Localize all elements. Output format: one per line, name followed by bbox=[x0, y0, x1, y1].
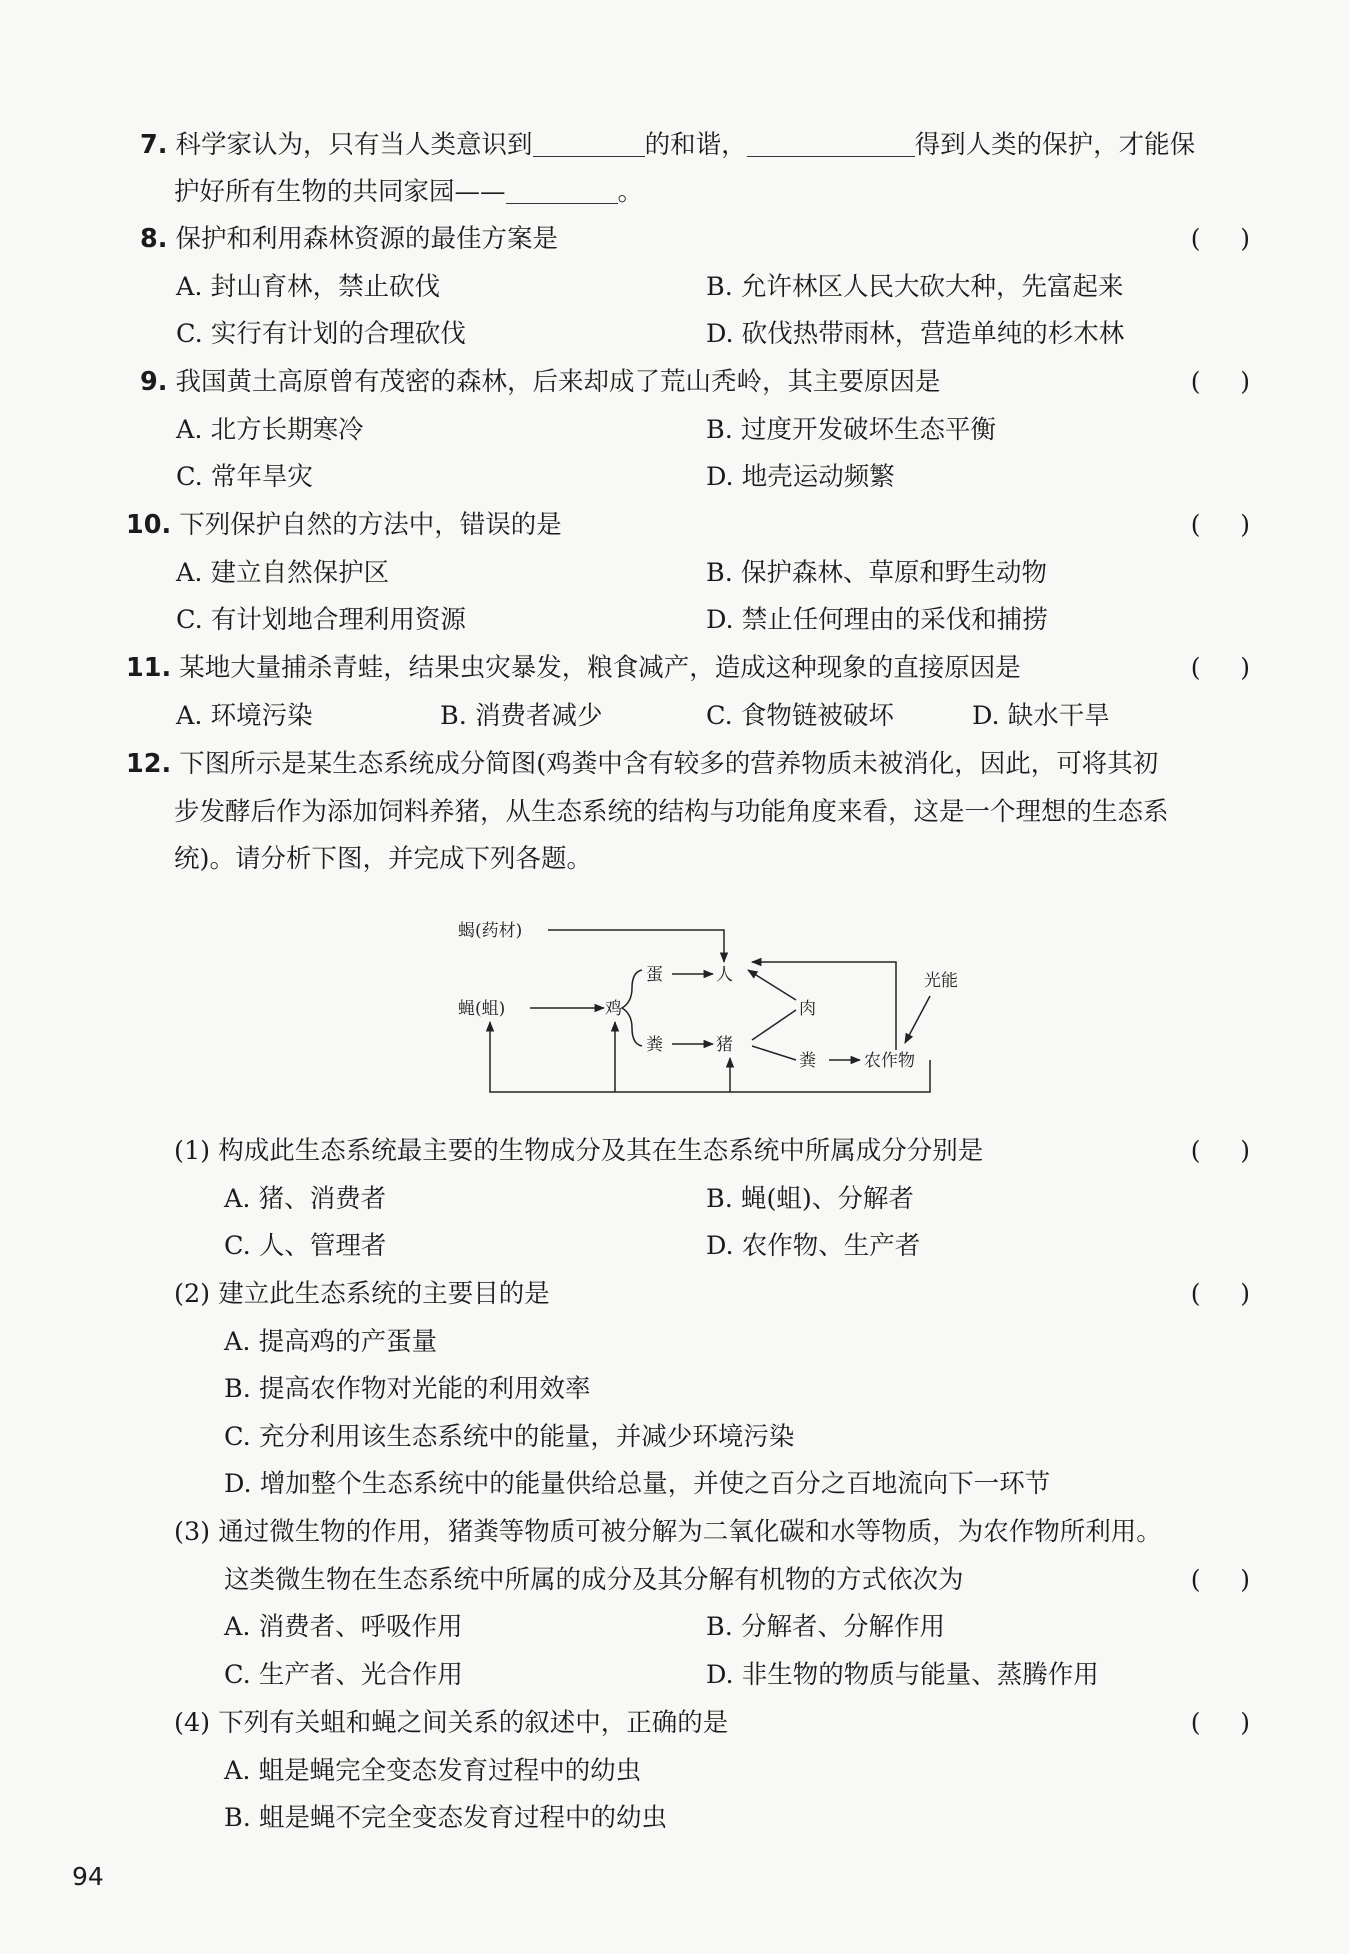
q12-sub4-answer-paren[interactable]: ( ) bbox=[1190, 1708, 1250, 1737]
q12-stem-line3: 统)。请分析下图，并完成下列各题。 bbox=[174, 844, 592, 874]
q10-stem bbox=[126, 508, 562, 542]
page-number: 94 bbox=[72, 1862, 104, 1891]
q8-option-a[interactable]: A. 封山育林，禁止砍伐 bbox=[176, 272, 441, 302]
q7-blank-1[interactable] bbox=[533, 130, 645, 157]
diagram-chicken: 鸡 bbox=[605, 999, 622, 1019]
q12-sub1-option-a[interactable]: A. 猪、消费者 bbox=[224, 1184, 387, 1214]
q7-text-4: 护好所有生物的共同家园—— bbox=[174, 177, 506, 207]
q11-answer-paren[interactable]: ( ) bbox=[1190, 653, 1250, 682]
q12-sub3-stem-line1: (3) 通过微生物的作用，猪粪等物质可被分解为二氧化碳和水等物质，为农作物所利用。 bbox=[174, 1517, 1162, 1547]
q9-option-c[interactable]: C. 常年旱灾 bbox=[176, 462, 313, 492]
q12-sub3-stem-line2: 这类微生物在生态系统中所属的成分及其分解有机物的方式依次为 bbox=[224, 1565, 964, 1595]
q12-sub3-answer-paren[interactable]: ( ) bbox=[1190, 1565, 1250, 1594]
q12-sub1-stem: (1) 构成此生态系统最主要的生物成分及其在生态系统中所属成分分别是 bbox=[174, 1136, 984, 1166]
q11-stem-text: 某地大量捕杀青蛙，结果虫灾暴发，粮食减产，造成这种现象的直接原因是 bbox=[179, 653, 1021, 683]
diagram-meat: 肉 bbox=[799, 999, 816, 1019]
q8-stem-text: 保护和利用森林资源的最佳方案是 bbox=[175, 224, 559, 254]
q8-option-b[interactable]: B. 允许林区人民大砍大种，先富起来 bbox=[706, 272, 1124, 302]
q8-option-d[interactable]: D. 砍伐热带雨林，营造单纯的杉木林 bbox=[706, 319, 1125, 349]
q9-option-b[interactable]: B. 过度开发破坏生态平衡 bbox=[706, 415, 996, 445]
q12-sub1-option-c[interactable]: C. 人、管理者 bbox=[224, 1231, 387, 1261]
q8-number: 8. bbox=[140, 224, 168, 254]
q10-option-d[interactable]: D. 禁止任何理由的采伐和捕捞 bbox=[706, 605, 1048, 635]
q12-sub3-option-d[interactable]: D. 非生物的物质与能量、蒸腾作用 bbox=[706, 1660, 1099, 1690]
q7-blank-3[interactable] bbox=[506, 177, 618, 204]
q7-text-2: 的和谐， bbox=[644, 130, 747, 160]
q9-stem bbox=[140, 365, 941, 399]
q12-sub2-answer-paren[interactable]: ( ) bbox=[1190, 1279, 1250, 1308]
q7-blank-2[interactable] bbox=[747, 130, 915, 157]
q10-answer-paren[interactable]: ( ) bbox=[1190, 510, 1250, 539]
q11-stem bbox=[126, 651, 1021, 685]
q11-option-c[interactable]: C. 食物链被破坏 bbox=[706, 701, 894, 731]
q12-sub1-option-b[interactable]: B. 蝇(蛆)、分解者 bbox=[706, 1184, 914, 1214]
q12-stem-line2: 步发酵后作为添加饲料养猪，从生态系统的结构与功能角度来看，这是一个理想的生态系 bbox=[174, 797, 1169, 827]
q7-text-3: 得到人类的保护，才能保 bbox=[914, 130, 1196, 160]
q12-sub1-option-d[interactable]: D. 农作物、生产者 bbox=[706, 1231, 921, 1261]
q7-line2 bbox=[174, 175, 643, 209]
diagram-scorpion: 蝎(药材) bbox=[458, 921, 523, 941]
diagram-light: 光能 bbox=[924, 971, 958, 991]
diagram-dung-2: 粪 bbox=[799, 1051, 816, 1071]
diagram-egg: 蛋 bbox=[646, 965, 663, 985]
q12-sub2-option-b[interactable]: B. 提高农作物对光能的利用效率 bbox=[224, 1374, 591, 1404]
q7-text-1: 科学家认为，只有当人类意识到 bbox=[175, 130, 533, 160]
q11-number: 11. bbox=[126, 653, 172, 683]
q10-option-a[interactable]: A. 建立自然保护区 bbox=[176, 558, 390, 588]
q10-option-c[interactable]: C. 有计划地合理利用资源 bbox=[176, 605, 466, 635]
q12-sub3-option-b[interactable]: B. 分解者、分解作用 bbox=[706, 1612, 945, 1642]
q11-option-d[interactable]: D. 缺水干旱 bbox=[972, 701, 1110, 731]
q12-sub4-option-b[interactable]: B. 蛆是蝇不完全变态发育过程中的幼虫 bbox=[224, 1803, 667, 1833]
q12-sub1-answer-paren[interactable]: ( ) bbox=[1190, 1136, 1250, 1165]
q12-stem-text-1: 下图所示是某生态系统成分简图(鸡粪中含有较多的营养物质未被消化，因此，可将其初 bbox=[179, 749, 1159, 779]
q8-stem bbox=[140, 222, 558, 256]
q9-answer-paren[interactable]: ( ) bbox=[1190, 367, 1250, 396]
q12-sub3-option-c[interactable]: C. 生产者、光合作用 bbox=[224, 1660, 463, 1690]
q8-answer-paren[interactable]: ( ) bbox=[1190, 224, 1250, 253]
diagram-fly: 蝇(蛆) bbox=[458, 999, 506, 1019]
q12-sub2-option-d[interactable]: D. 增加整个生态系统中的能量供给总量，并使之百分之百地流向下一环节 bbox=[224, 1469, 1051, 1499]
q7-line1 bbox=[140, 128, 1195, 162]
q12-sub2-option-a[interactable]: A. 提高鸡的产蛋量 bbox=[224, 1327, 438, 1357]
q10-number: 10. bbox=[126, 510, 172, 540]
q11-option-b[interactable]: B. 消费者减少 bbox=[440, 701, 603, 731]
q12-sub2-option-c[interactable]: C. 充分利用该生态系统中的能量，并减少环境污染 bbox=[224, 1422, 795, 1452]
q8-option-c[interactable]: C. 实行有计划的合理砍伐 bbox=[176, 319, 466, 349]
q7-number: 7. bbox=[140, 130, 168, 160]
q9-number: 9. bbox=[140, 367, 168, 397]
q12-sub3-option-a[interactable]: A. 消费者、呼吸作用 bbox=[224, 1612, 463, 1642]
diagram-dung-1: 粪 bbox=[646, 1035, 663, 1055]
q9-option-a[interactable]: A. 北方长期寒冷 bbox=[176, 415, 364, 445]
diagram-pig: 猪 bbox=[716, 1035, 733, 1055]
q11-option-a[interactable]: A. 环境污染 bbox=[176, 701, 313, 731]
q9-stem-text: 我国黄土高原曾有茂密的森林，后来却成了荒山秃岭，其主要原因是 bbox=[175, 367, 941, 397]
q12-sub4-option-a[interactable]: A. 蛆是蝇完全变态发育过程中的幼虫 bbox=[224, 1756, 642, 1786]
q12-number: 12. bbox=[126, 749, 172, 779]
q12-sub4-stem: (4) 下列有关蛆和蝇之间关系的叙述中，正确的是 bbox=[174, 1708, 729, 1738]
q12-sub2-stem: (2) 建立此生态系统的主要目的是 bbox=[174, 1279, 550, 1309]
q7-text-5: 。 bbox=[617, 177, 644, 207]
q10-stem-text: 下列保护自然的方法中，错误的是 bbox=[179, 510, 562, 540]
q12-stem-line1 bbox=[126, 747, 1158, 781]
q9-option-d[interactable]: D. 地壳运动频繁 bbox=[706, 462, 895, 492]
diagram-crop: 农作物 bbox=[864, 1051, 915, 1071]
q10-option-b[interactable]: B. 保护森林、草原和野生动物 bbox=[706, 558, 1047, 588]
diagram-human: 人 bbox=[716, 965, 733, 985]
